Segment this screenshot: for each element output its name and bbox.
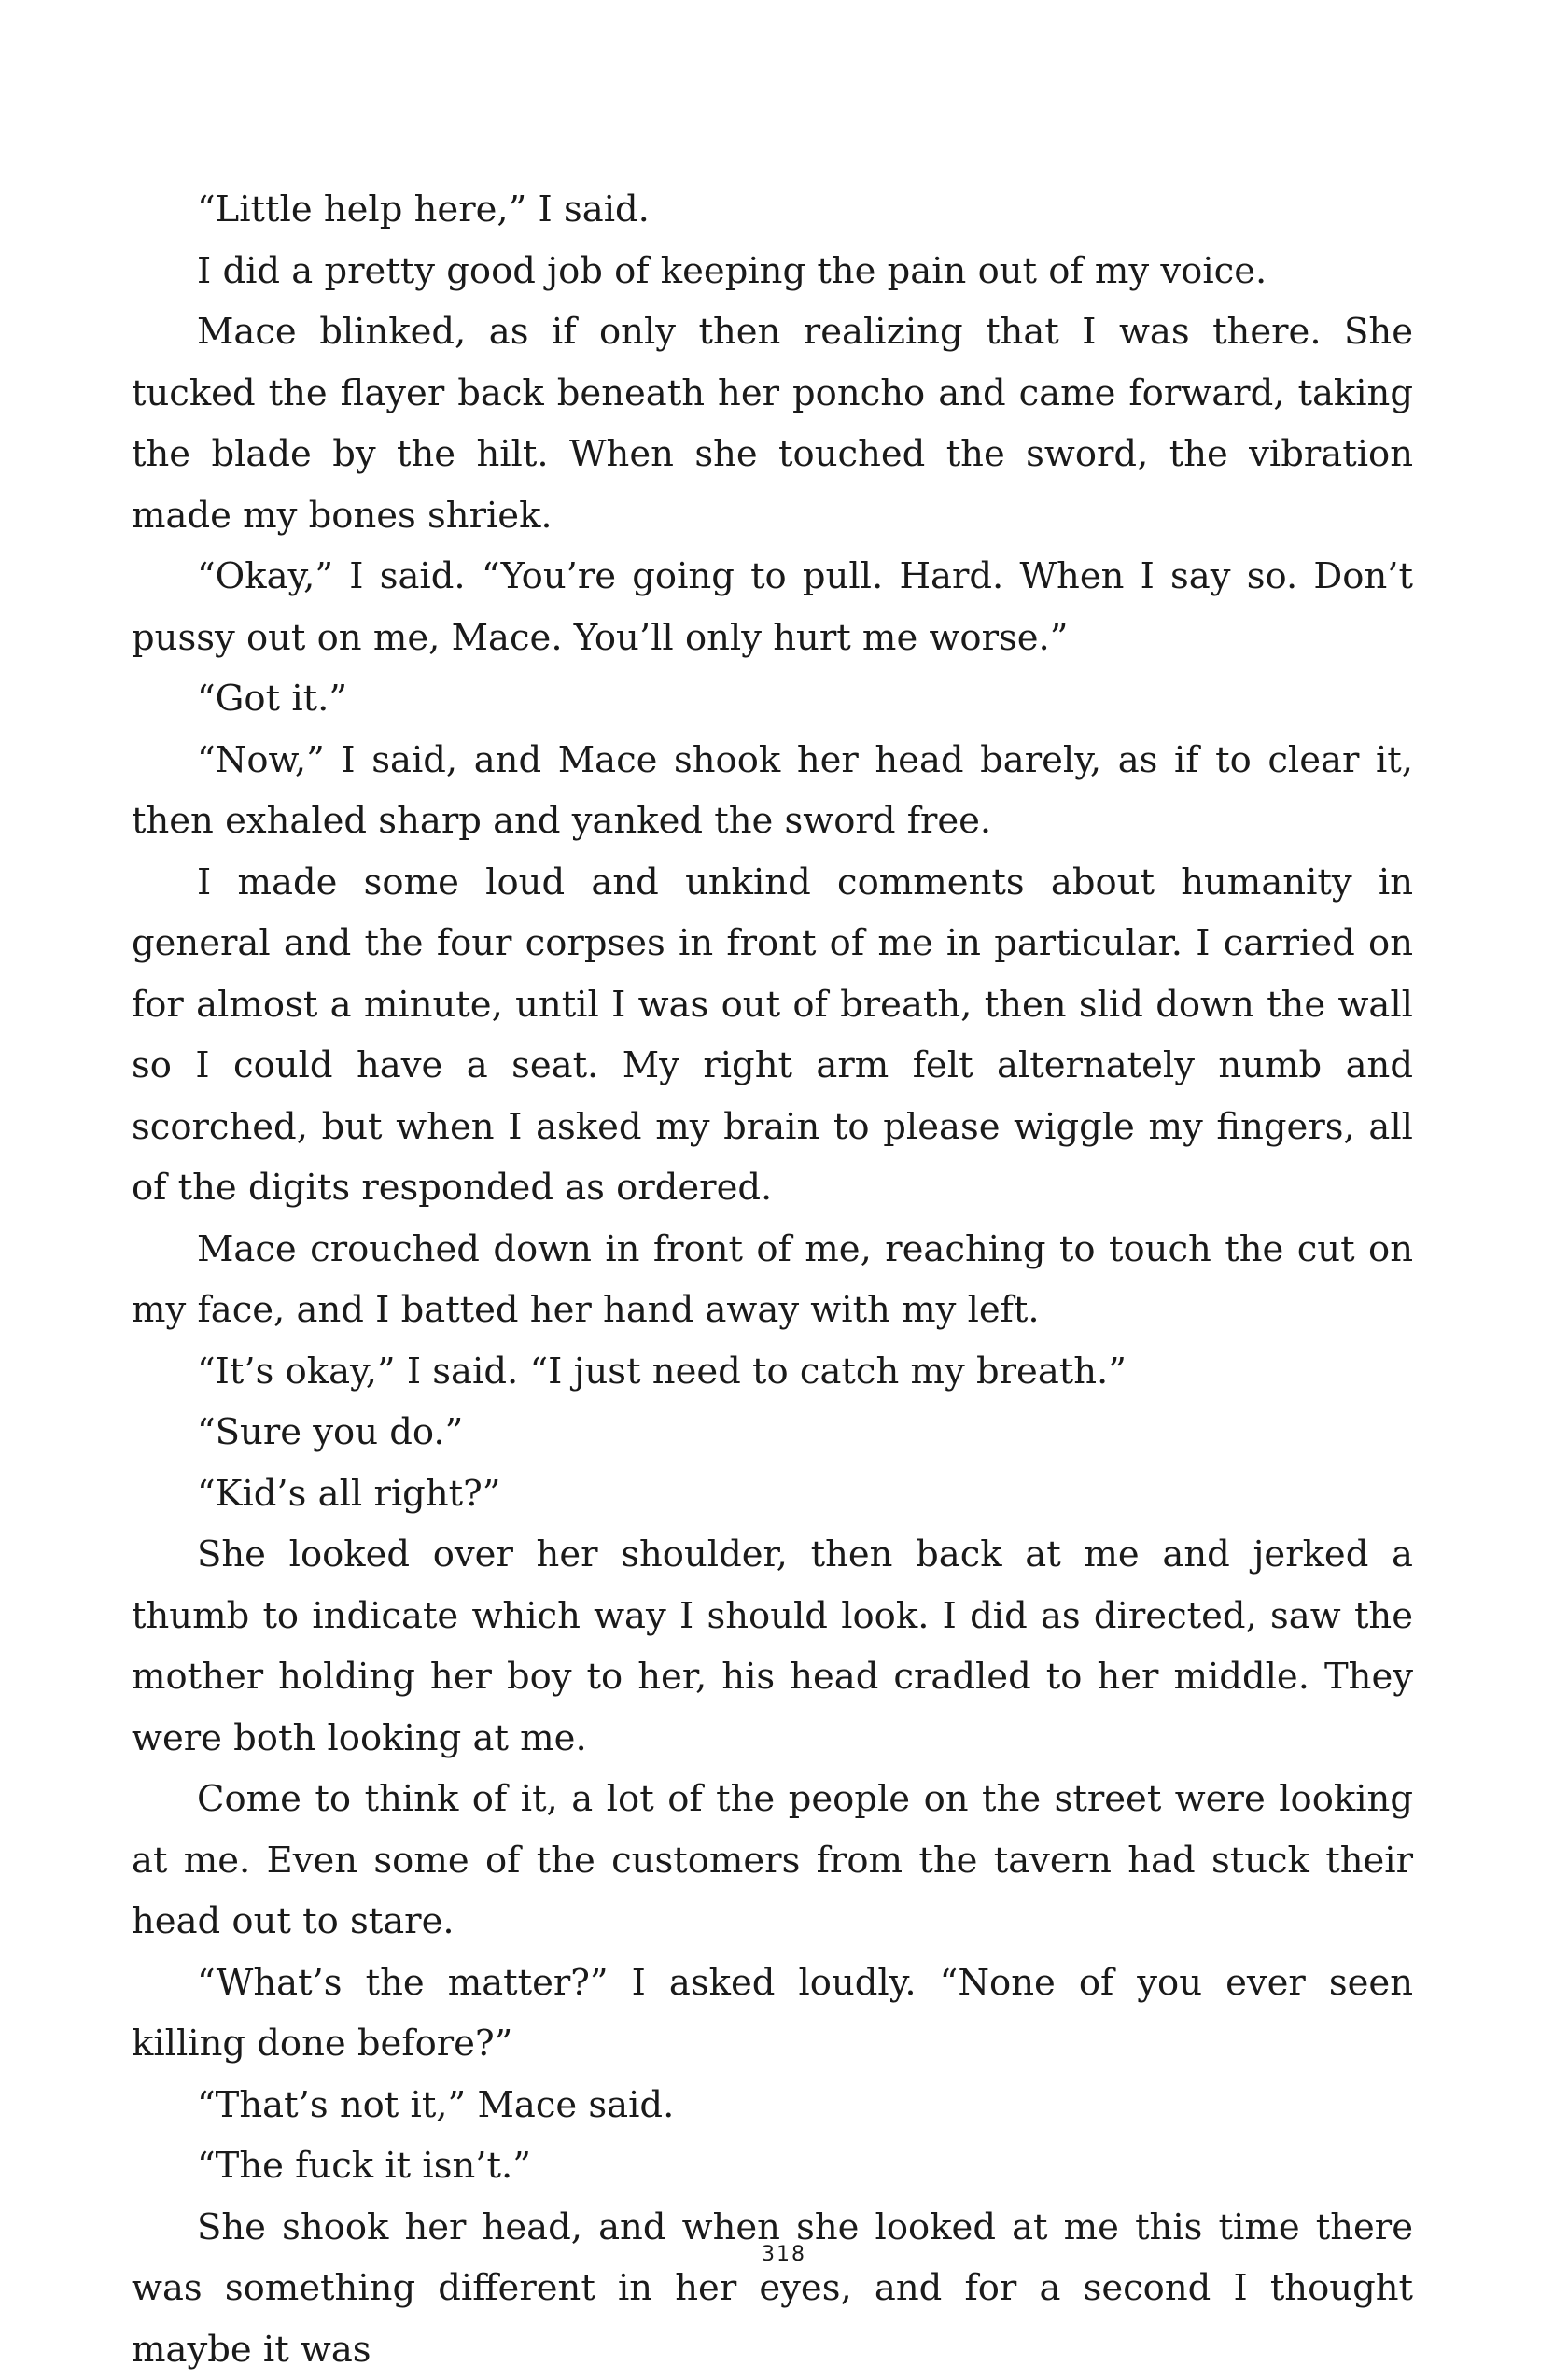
paragraph: “That’s not it,” Mace said. bbox=[132, 2075, 1413, 2136]
paragraph: Come to think of it, a lot of the people on the street were looking at me. Even some of the customers from the tavern had stuck their head out to stare. bbox=[132, 1769, 1413, 1953]
paragraph: “Little help here,” I said. bbox=[132, 179, 1413, 241]
paragraph: “Kid’s all right?” bbox=[132, 1463, 1413, 1525]
paragraph: “Now,” I said, and Mace shook her head barely, as if to clear it, then exhaled sharp and yanked the sword free. bbox=[132, 730, 1413, 852]
paragraph: She looked over her shoulder, then back at me and jerked a thumb to indicate which way I should look. I did as directed, saw the mother holding her boy to her, his head cradled to her middle. They were both looking at me. bbox=[132, 1524, 1413, 1769]
paragraph: “What’s the matter?” I asked loudly. “None of you ever seen killing done before?” bbox=[132, 1953, 1413, 2075]
page-number: 318 bbox=[0, 2243, 1568, 2266]
paragraph: She shook her head, and when she looked at me this time there was something different in her eyes, and for a second I thought maybe it was bbox=[132, 2197, 1413, 2380]
paragraph: “Okay,” I said. “You’re going to pull. Hard. When I say so. Don’t pussy out on me, Mace. You’ll only hurt me worse.” bbox=[132, 546, 1413, 668]
paragraph: I did a pretty good job of keeping the pain out of my voice. bbox=[132, 241, 1413, 302]
paragraph: “It’s okay,” I said. “I just need to catch my breath.” bbox=[132, 1341, 1413, 1403]
paragraph: Mace crouched down in front of me, reaching to touch the cut on my face, and I batted her hand away with my left. bbox=[132, 1219, 1413, 1341]
paragraph: I made some loud and unkind comments about humanity in general and the four corpses in front of me in particular. I carried on for almost a minute, until I was out of breath, then slid down the wall so I could have a seat. My right arm felt alternately numb and scorched, but when I asked my brain to please wiggle my fingers, all of the digits responded as ordered. bbox=[132, 852, 1413, 1219]
paragraph: Mace blinked, as if only then realizing that I was there. She tucked the flayer back beneath her poncho and came forward, taking the blade by the hilt. When she touched the sword, the vibration made my bones shriek. bbox=[132, 301, 1413, 546]
paragraph: “Got it.” bbox=[132, 668, 1413, 730]
paragraph: “The fuck it isn’t.” bbox=[132, 2135, 1413, 2197]
body-text bbox=[132, 179, 1413, 2380]
paragraph: “Sure you do.” bbox=[132, 1402, 1413, 1463]
